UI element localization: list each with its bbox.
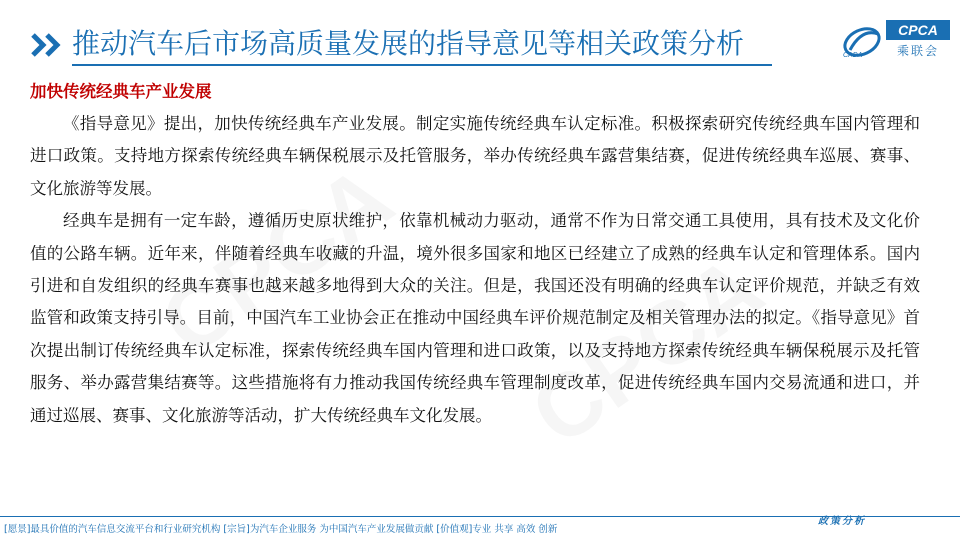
footer-section-label: 政策分析 [818,516,866,527]
page-title: 推动汽车后市场高质量发展的指导意见等相关政策分析 [72,27,745,60]
main-content [30,78,920,432]
logo-small-text: CADA [843,52,863,59]
double-chevron-icon [30,32,64,58]
logo-wordmark: CPCA [886,20,950,40]
paragraph-1: 《指导意见》提出，加快传统经典车产业发展。制定实施传统经典车认定标准。积极探索研究传统经典车国内管理和进口政策。支持地方探索传统经典车辆保税展示及托管服务，举办传统经典车露营集结赛，促进传统经典车巡展、赛事、文化旅游等发展。 [30,114,920,198]
paragraph-2: 经典车是拥有一定车龄，遵循历史原状维护，依靠机械动力驱动，通常不作为日常交通工具使用，具有技术及文化价值的公路车辆。近年来，伴随着经典车收藏的升温，境外很多国家和地区已经建立了成熟的经典车认定和管理体系。国内引进和自发组织的经典车赛事也越来越多地得到大众的关注。但是，我国还没有明确的经典车认定评价规范，并缺乏有效监管和政策支持引导。目前，中国汽车工业协会正在推动中国经典车评价规范制定及相关管理办法的拟定。《指导意见》首次提出制订传统经典车认定标准，探索传统经典车国内管理和进口政策，以及支持地方探索传统经典车辆保税展示及托管服务、举办露营集结赛等。这些措施将有力推动我国传统经典车管理制度改革，促进传统经典车国内交易流通和进口，并通过巡展、赛事、文化旅游等活动，扩大传统经典车文化发展。 [30,211,920,425]
logo-subtitle: 乘联会 [896,44,939,58]
footer-divider [0,516,960,517]
footer-text: [愿景]最具价值的汽车信息交流平台和行业研究机构 [宗旨]为汽车企业服务 为中国汽车产业发展做贡献 [价值观]专业 共享 高效 创新 [4,524,558,535]
slide-header [0,0,960,70]
section-heading: 加快传统经典车产业发展 [30,82,212,101]
title-underline [72,64,772,66]
